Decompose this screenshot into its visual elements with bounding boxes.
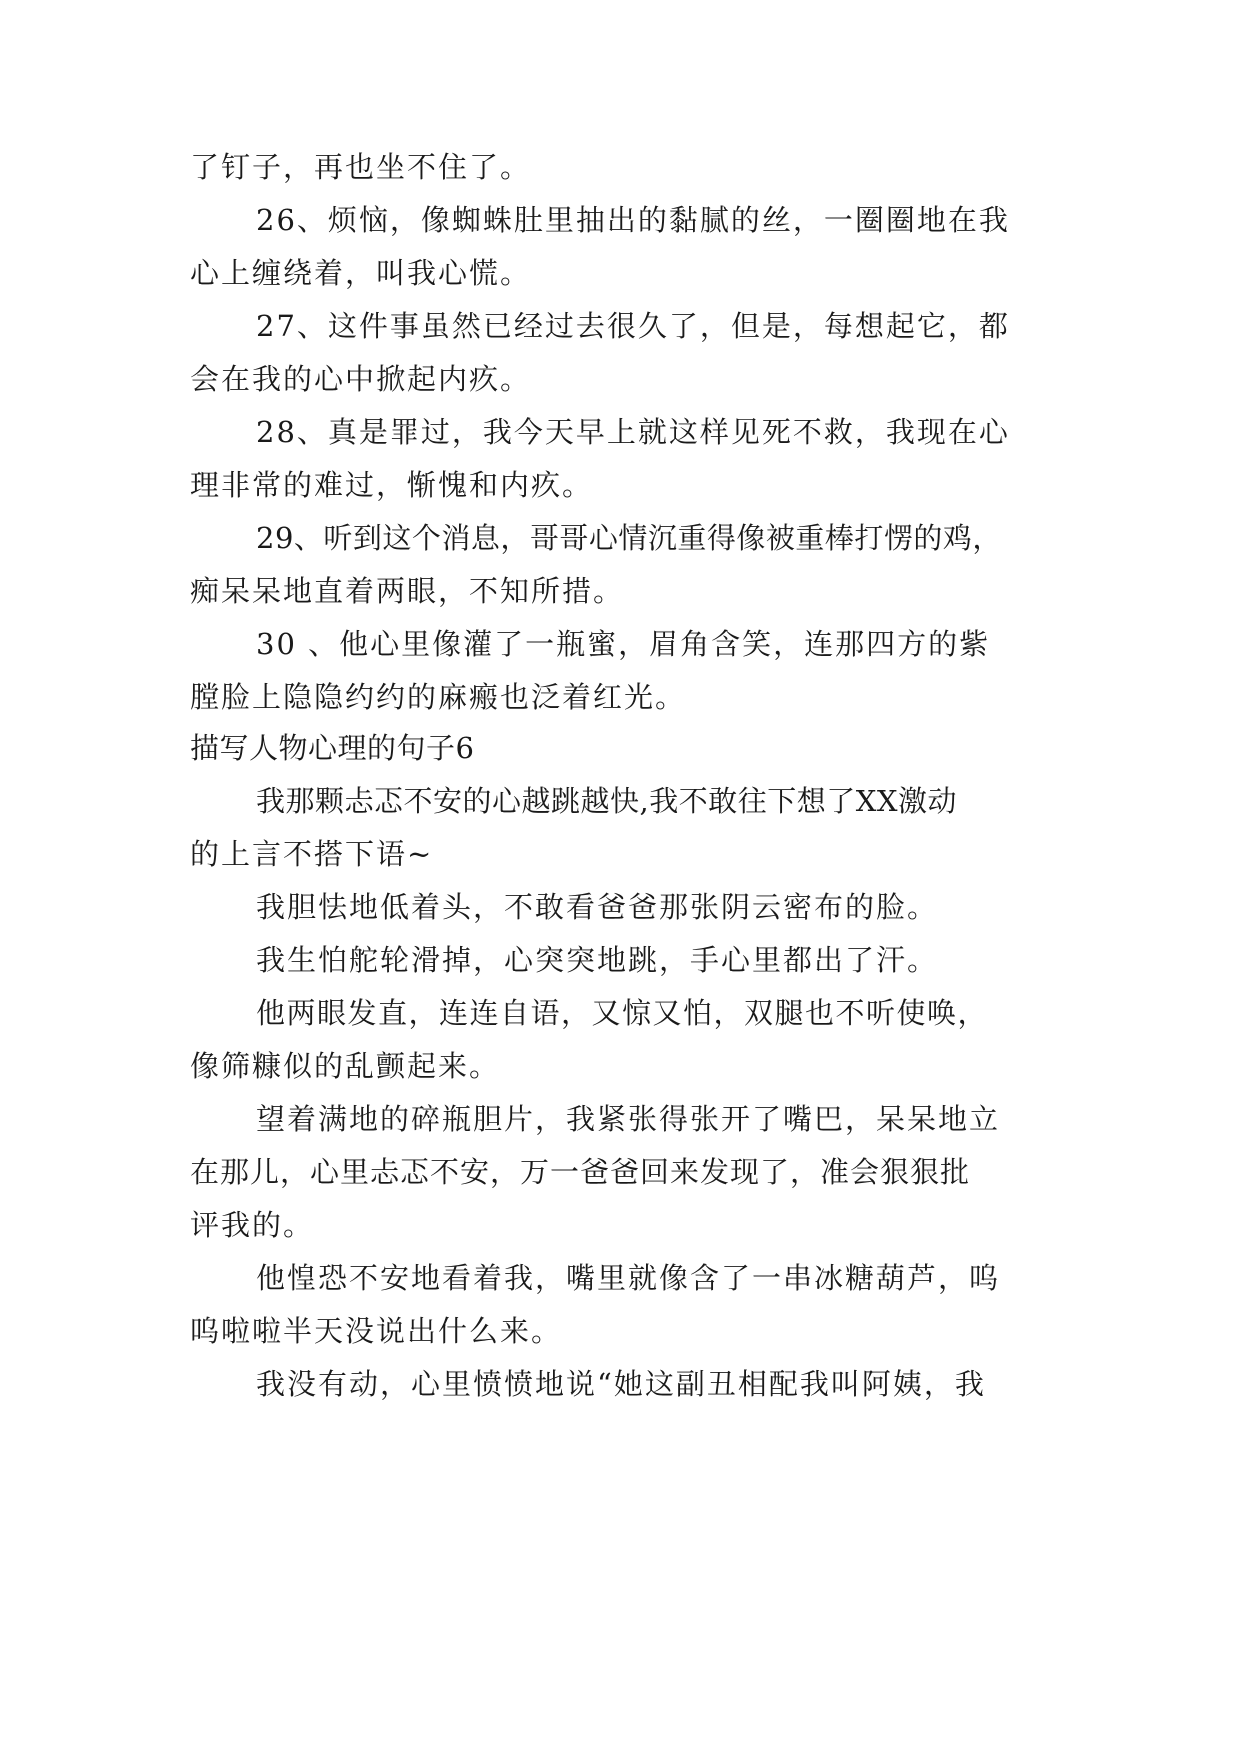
text-line: 理非常的难过，惭愧和内疚。	[190, 468, 594, 502]
text-line: 会在我的心中掀起内疚。	[190, 362, 532, 396]
text-line: 在那儿，心里忐忑不安，万一爸爸回来发现了，准会狠狠批	[190, 1155, 971, 1189]
text-line: 心上缠绕着，叫我心慌。	[190, 256, 532, 290]
text-line: 我那颗忐忑不安的心越跳越快,我不敢往下想了XX激动	[256, 784, 958, 818]
text-line: 膛脸上隐隐约约的麻瘢也泛着红光。	[190, 680, 687, 714]
text-line: 30 、他心里像灌了一瓶蜜，眉角含笑，连那四方的紫	[256, 627, 991, 661]
text-line: 28、真是罪过，我今天早上就这样见死不救，我现在心	[256, 415, 1010, 449]
text-line: 痴呆呆地直着两眼，不知所措。	[190, 574, 625, 608]
text-line: 我没有动，心里愤愤地说“她这副丑相配我叫阿姨，我	[256, 1367, 986, 1401]
section-heading: 描写人物心理的句子6	[190, 731, 475, 765]
text-line: 26、烦恼，像蜘蛛肚里抽出的黏腻的丝，一圈圈地在我	[256, 203, 1010, 237]
text-line: 评我的。	[190, 1208, 315, 1242]
text-line: 27、这件事虽然已经过去很久了，但是，每想起它，都	[256, 309, 1010, 343]
text-line: 了钉子，再也坐不住了。	[190, 150, 532, 184]
text-line: 他惶恐不安地看着我，嘴里就像含了一串冰糖葫芦，呜	[256, 1261, 1001, 1295]
text-line: 呜啦啦半天没说出什么来。	[190, 1314, 563, 1348]
text-line: 我生怕舵轮滑掉，心突突地跳，手心里都出了汗。	[256, 943, 939, 977]
text-line: 他两眼发直，连连自语，又惊又怕，双腿也不听使唤，	[256, 996, 989, 1030]
text-line: 29、听到这个消息，哥哥心情沉重得像被重棒打愣的鸡，	[256, 521, 1002, 555]
text-line: 像筛糠似的乱颤起来。	[190, 1049, 501, 1083]
text-line: 我胆怯地低着头，不敢看爸爸那张阴云密布的脸。	[256, 890, 939, 924]
text-line: 的上言不搭下语~	[190, 837, 434, 871]
text-line: 望着满地的碎瓶胆片，我紧张得张开了嘴巴，呆呆地立	[256, 1102, 1001, 1136]
